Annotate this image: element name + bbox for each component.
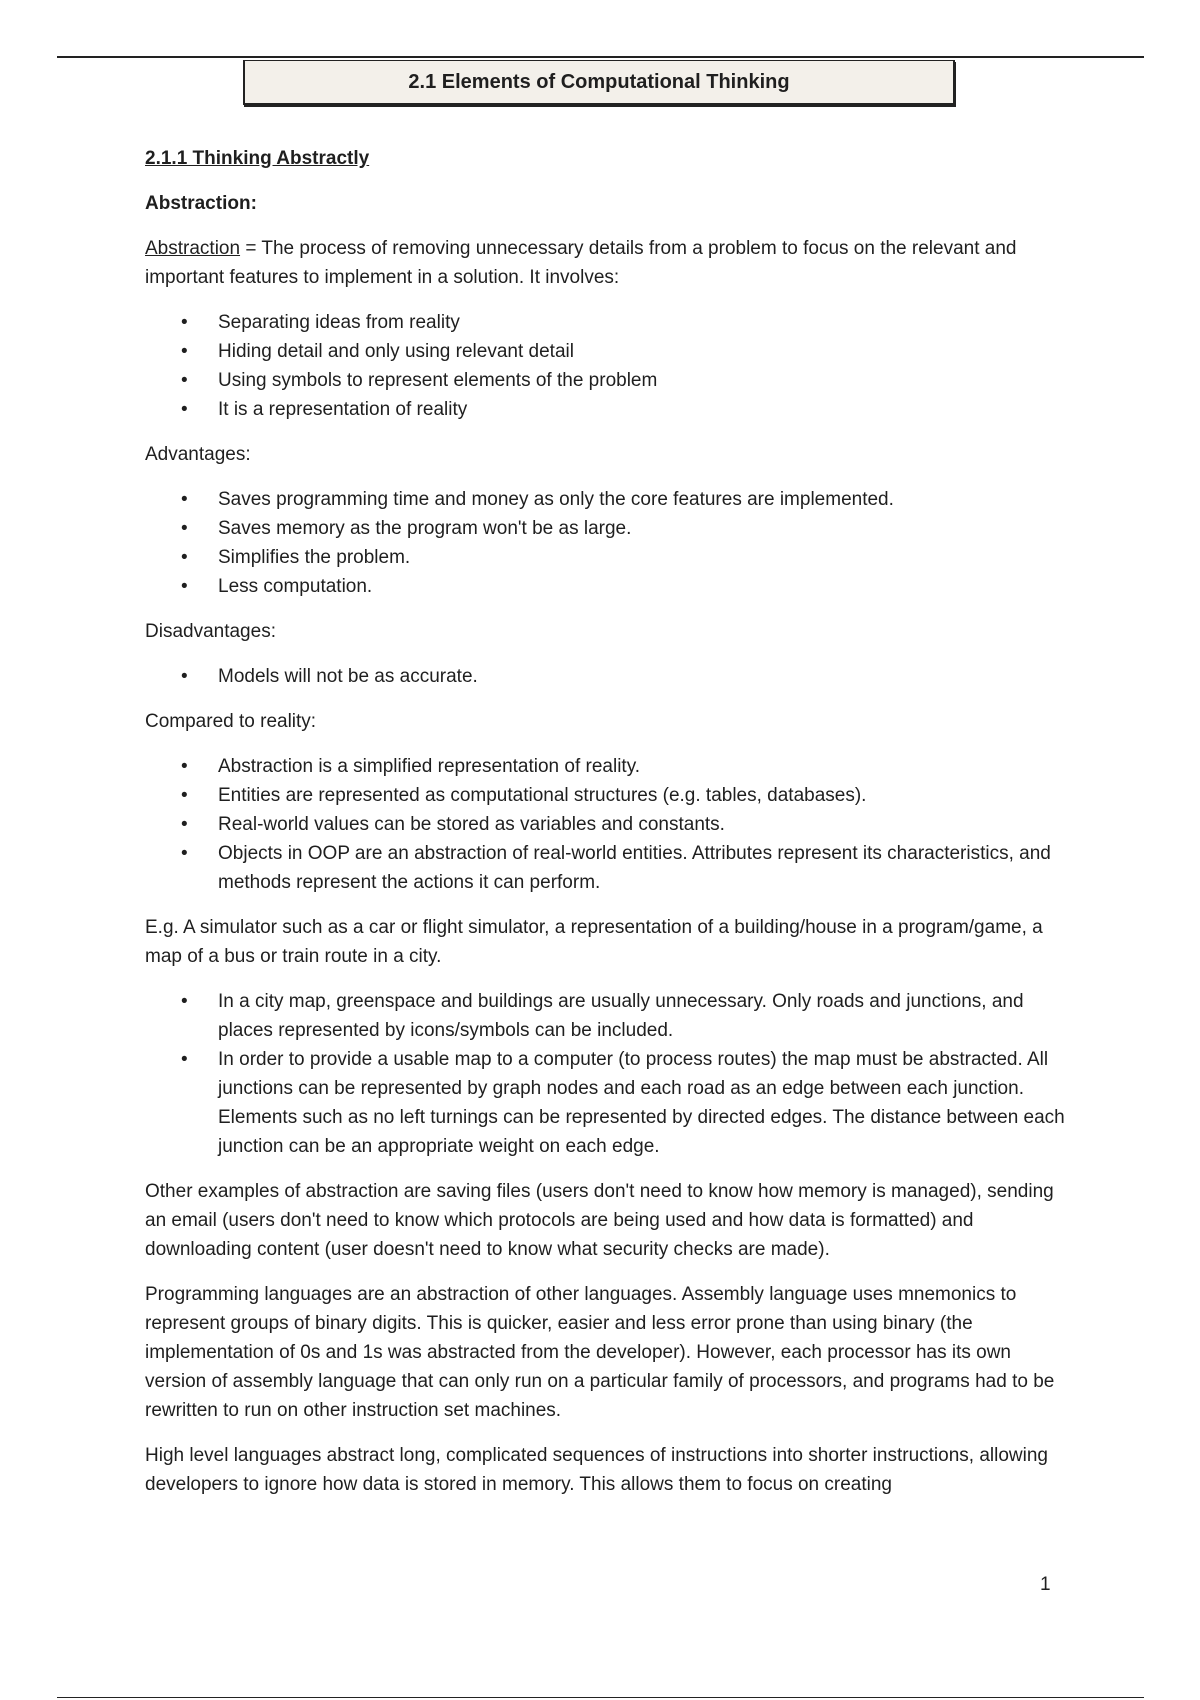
bullet-icon: •: [181, 756, 188, 777]
list-item: • Hiding detail and only using relevant detail: [145, 337, 1065, 366]
list-item: • Objects in OOP are an abstraction of real-world entities. Attributes represent its characteristics, and methods represent the actions it can perform.: [145, 839, 1065, 897]
list-item: • In a city map, greenspace and buildings are usually unnecessary. Only roads and junctions, and places represented by icons/symbols can be included.: [145, 987, 1065, 1045]
bullet-icon: •: [181, 399, 188, 420]
compared-label: Compared to reality:: [145, 711, 317, 732]
bullet-icon: •: [181, 1049, 188, 1070]
page-title: 2.1 Elements of Computational Thinking: [243, 60, 955, 105]
list-item: • In order to provide a usable map to a computer (to process routes) the map must be abstracted. All junctions can be represented by graph nodes and each road as an edge between each junction. Elements such as no left turnings can be represented by directed edges. The distance between each junction can be an appropriate weight on each edge.: [145, 1045, 1065, 1161]
list-item: • Saves programming time and money as only the core features are implemented.: [145, 485, 1065, 514]
list-item: • Using symbols to represent elements of the problem: [145, 366, 1065, 395]
programming-languages-paragraph: Programming languages are an abstraction of other languages. Assembly language uses mnemonics to represent groups of binary digits. This is quicker, easier and less error prone than using binary (the implementation of 0s and 1s was abstracted from the developer). However, each processor has its own version of assembly language that can only run on a particular family of processors, and programs had to be rewritten to run on other instruction set machines.: [145, 1284, 1055, 1421]
bullet-icon: •: [181, 843, 188, 864]
section-heading: 2.1.1 Thinking Abstractly: [145, 148, 370, 169]
list-item: • Less computation.: [145, 572, 1065, 601]
high-level-languages-paragraph: High level languages abstract long, complicated sequences of instructions into shorter instructions, allowing developers to ignore how data is stored in memory. This allows them to focus on creating: [145, 1445, 1048, 1495]
disadvantages-label: Disadvantages:: [145, 621, 276, 642]
bullet-icon: •: [181, 814, 188, 835]
advantages-label: Advantages:: [145, 444, 251, 465]
list-item: • Abstraction is a simplified representation of reality.: [145, 752, 1065, 781]
list-item: • Entities are represented as computational structures (e.g. tables, databases).: [145, 781, 1065, 810]
list-item: • It is a representation of reality: [145, 395, 1065, 424]
bullet-icon: •: [181, 341, 188, 362]
bullet-icon: •: [181, 312, 188, 333]
example-paragraph: E.g. A simulator such as a car or flight simulator, a representation of a building/house in a program/game, a map of a bus or train route in a city.: [145, 917, 1043, 967]
subheading-abstraction: Abstraction:: [145, 193, 257, 214]
header-rule: [57, 56, 1144, 58]
other-examples-paragraph: Other examples of abstraction are saving files (users don't need to know how memory is managed), sending an email (users don't need to know which protocols are being used and how data is formatted) and downloading content (user doesn't need to know what security checks are made).: [145, 1181, 1054, 1260]
definition-term: Abstraction: [145, 238, 241, 259]
document-body: [145, 144, 1065, 1515]
bullet-icon: •: [181, 785, 188, 806]
bullet-icon: •: [181, 991, 188, 1012]
bullet-icon: •: [181, 547, 188, 568]
bullet-icon: •: [181, 518, 188, 539]
bullet-icon: •: [181, 666, 188, 687]
involves-list: [145, 308, 1065, 424]
list-item: • Saves memory as the program won't be as large.: [145, 514, 1065, 543]
advantages-list: [145, 485, 1065, 601]
list-item: • Separating ideas from reality: [145, 308, 1065, 337]
bullet-icon: •: [181, 576, 188, 597]
disadvantages-list: [145, 662, 1065, 691]
list-item: • Models will not be as accurate.: [145, 662, 1065, 691]
example-list: [145, 987, 1065, 1161]
definition-paragraph: [145, 234, 1065, 292]
list-item: • Simplifies the problem.: [145, 543, 1065, 572]
compared-list: [145, 752, 1065, 897]
bullet-icon: •: [181, 370, 188, 391]
definition-text: = The process of removing unnecessary details from a problem to focus on the relevant and important features to implement in a solution. It involves:: [145, 238, 1017, 288]
bullet-icon: •: [181, 489, 188, 510]
page-number: 1: [1040, 1574, 1051, 1595]
footer-rule: [57, 1697, 1144, 1698]
list-item: • Real-world values can be stored as variables and constants.: [145, 810, 1065, 839]
